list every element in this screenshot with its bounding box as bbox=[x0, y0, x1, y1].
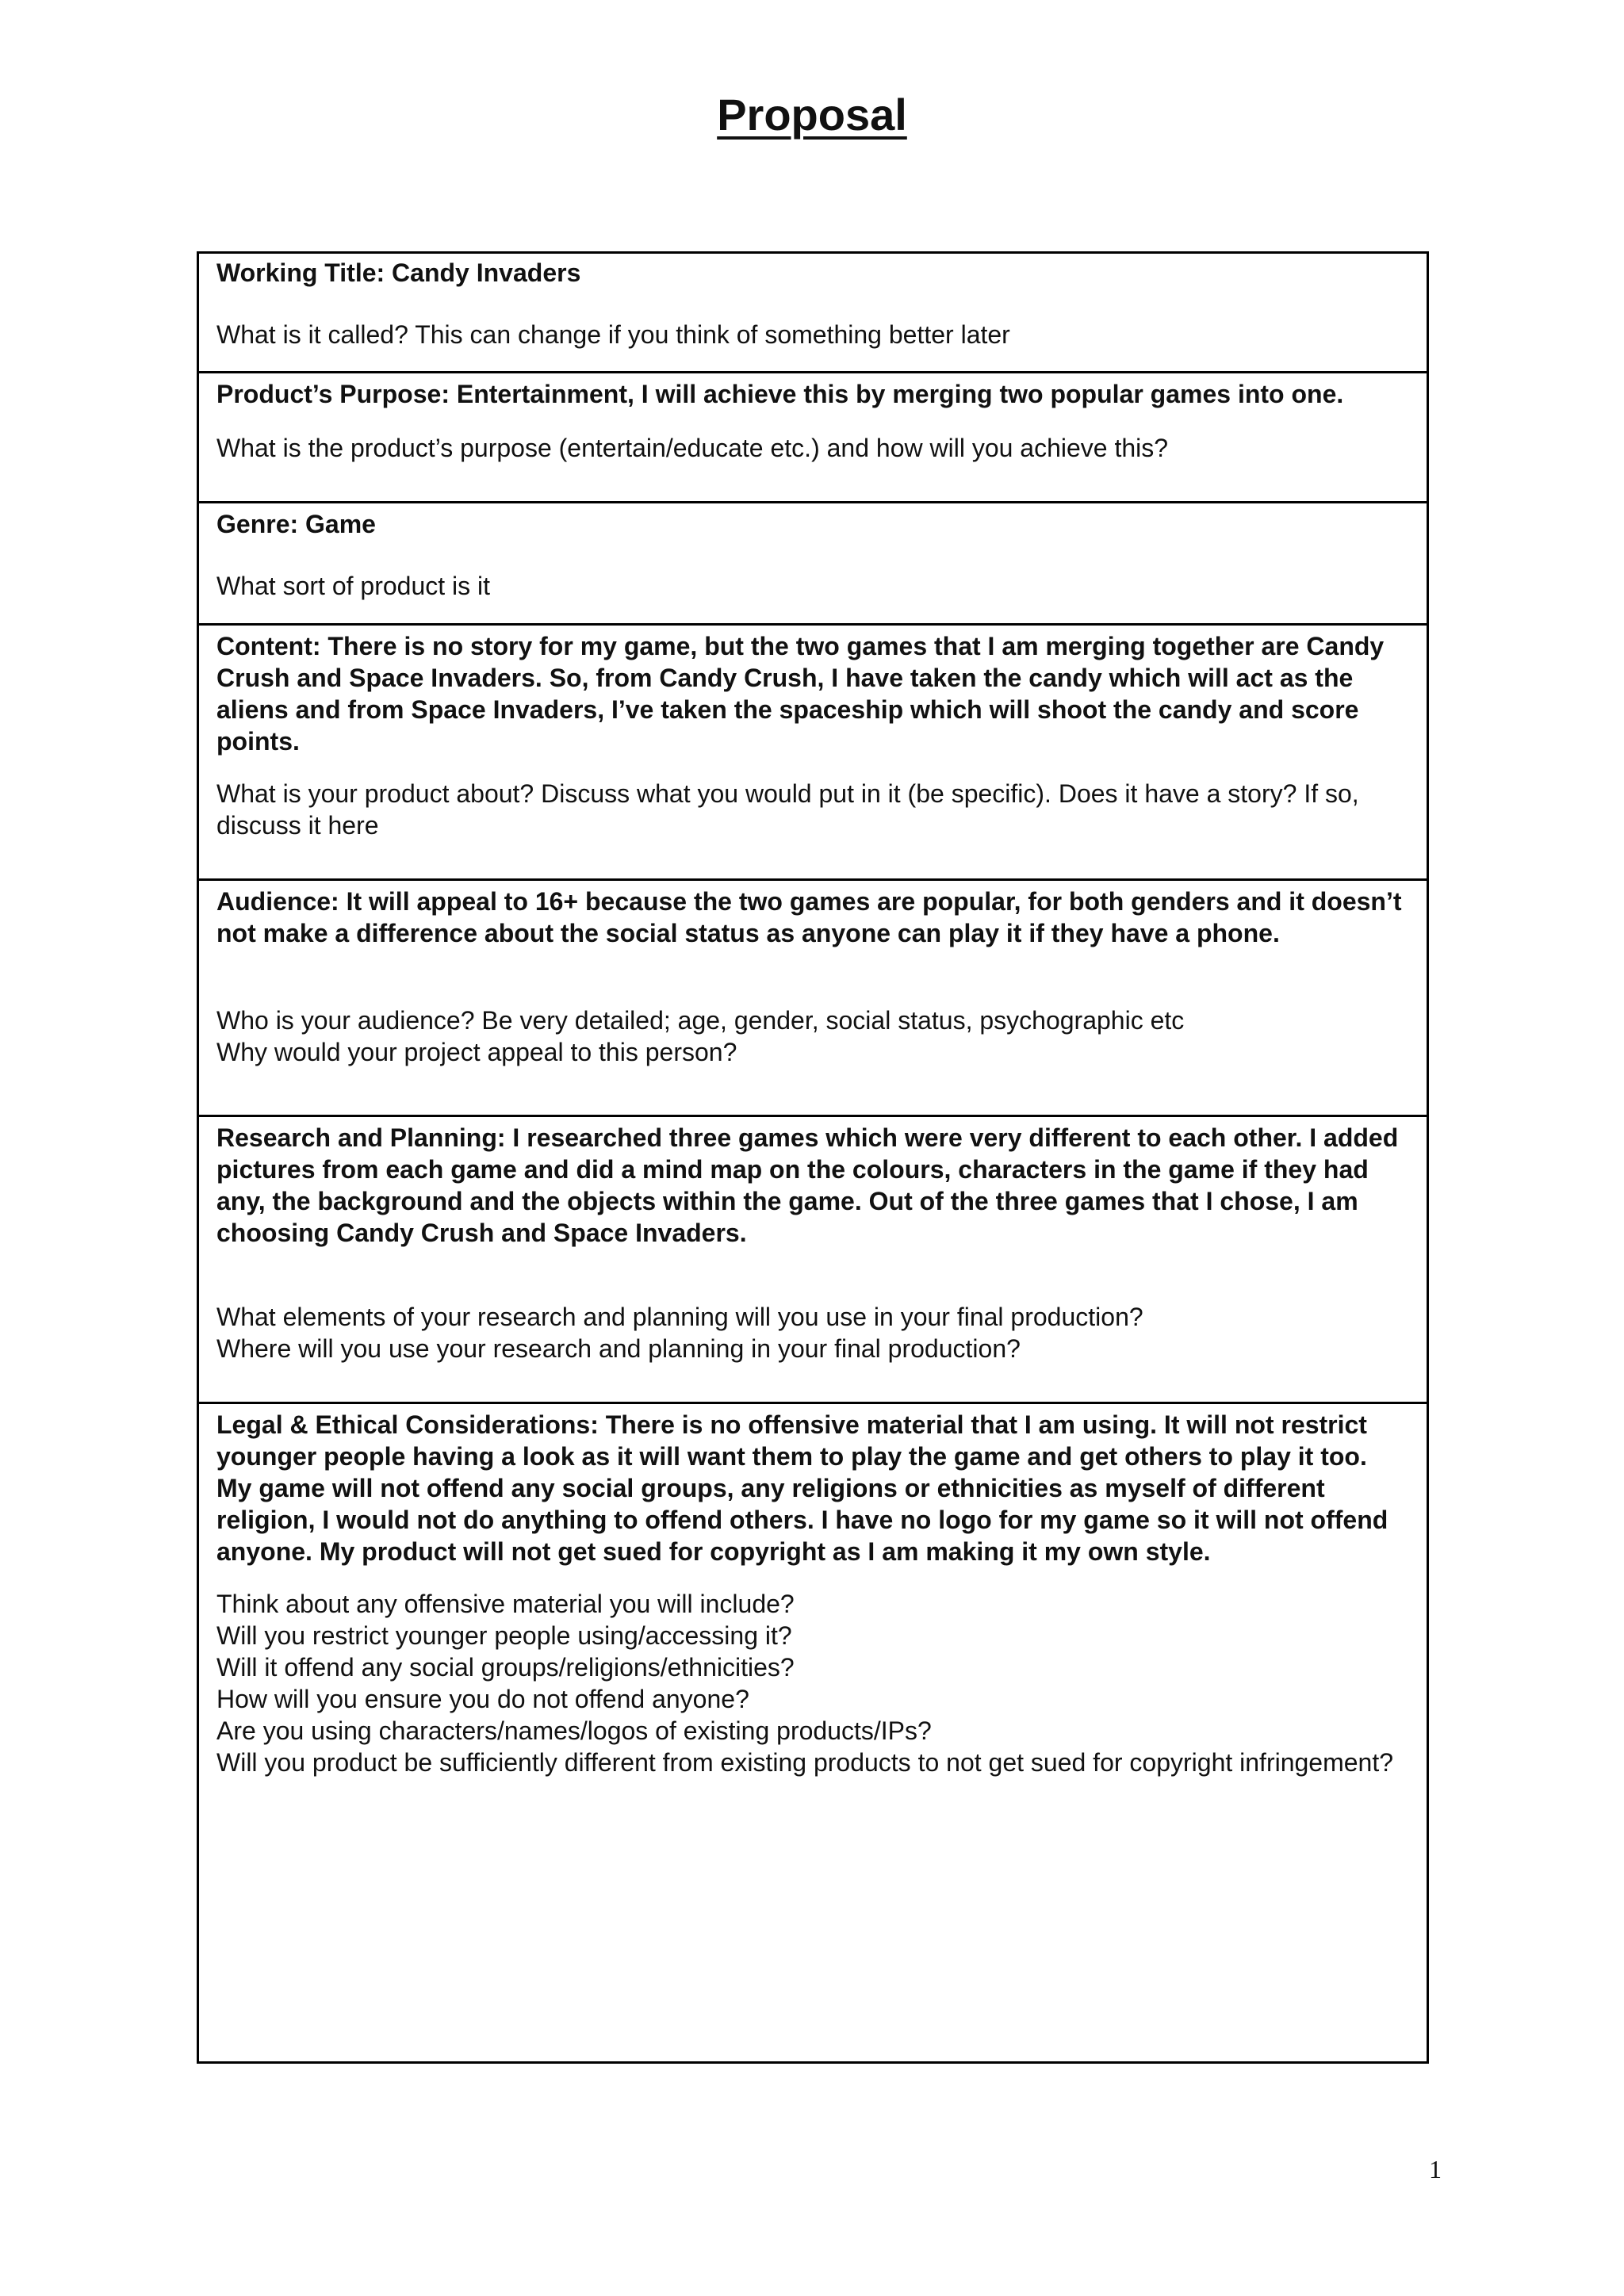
page-number: 1 bbox=[1429, 2155, 1442, 2183]
section-genre bbox=[199, 501, 1427, 623]
proposal-table bbox=[197, 251, 1429, 2064]
section-prompt: What elements of your research and planning will you use in your final production? Where will you use your research and planning in your final production? bbox=[216, 1303, 1143, 1363]
section-prompt: What is it called? This can change if you think of something better later bbox=[216, 320, 1010, 349]
section-answer: Working Title: Candy Invaders bbox=[216, 258, 581, 287]
section-legal-ethical bbox=[199, 1402, 1427, 2064]
section-audience bbox=[199, 878, 1427, 1115]
section-working-title bbox=[199, 254, 1427, 371]
section-research-planning bbox=[199, 1115, 1427, 1402]
section-prompt: What is the product’s purpose (entertain/educate etc.) and how will you achieve this? bbox=[216, 434, 1169, 462]
section-prompt: Who is your audience? Be very detailed; age, gender, social status, psychographic etc Why would your project appeal to this person? bbox=[216, 1006, 1185, 1066]
section-answer: Content: There is no story for my game, but the two games that I am merging together are Candy Crush and Space Invaders. So, from Candy Crush, I have taken the candy which will act as the aliens and from Space Invaders, I’ve taken the spaceship which will shoot the candy and score points. bbox=[216, 632, 1385, 756]
section-prompt: What is your product about? Discuss what you would put in it (be specific). Does it have a story? If so, discuss it here bbox=[216, 779, 1359, 840]
section-prompt: What sort of product is it bbox=[216, 572, 491, 600]
section-answer: Research and Planning: I researched three games which were very different to each other. I added pictures from each game and did a mind map on the colours, characters in the game if they had any, the background and the objects within the game. Out of the three games that I chose, I am choosing Candy Crush and Space Invaders. bbox=[216, 1123, 1399, 1247]
section-answer: Product’s Purpose: Entertainment, I will achieve this by merging two popular games into one. bbox=[216, 380, 1344, 408]
section-answer: Genre: Game bbox=[216, 510, 376, 538]
section-answer: Audience: It will appeal to 16+ because the two games are popular, for both genders and it doesn’t not make a difference about the social status as anyone can play it if they have a phone. bbox=[216, 887, 1402, 947]
section-content bbox=[199, 623, 1427, 878]
section-answer: Legal & Ethical Considerations: There is no offensive material that I am using. It will not restrict younger people having a look as it will want them to play the game and get others to play it too. My game will not offend any social groups, any religions or ethnicities as myself of different religion, I would not do anything to offend others. I have no logo for my game so it will not offend anyone. My product will not get sued for copyright as I am making it my own style. bbox=[216, 1410, 1388, 1566]
section-prompt: Think about any offensive material you will include? Will you restrict younger people using/accessing it? Will it offend any social groups/religions/ethnicities? How will you ensure you do not offend anyone? Are you using characters/names/logos of existing products/IPs? Will you product be sufficiently different from existing products to not get sued for copyright infringement? bbox=[216, 1590, 1394, 1777]
page-title: Proposal bbox=[717, 90, 907, 140]
section-purpose bbox=[199, 371, 1427, 501]
